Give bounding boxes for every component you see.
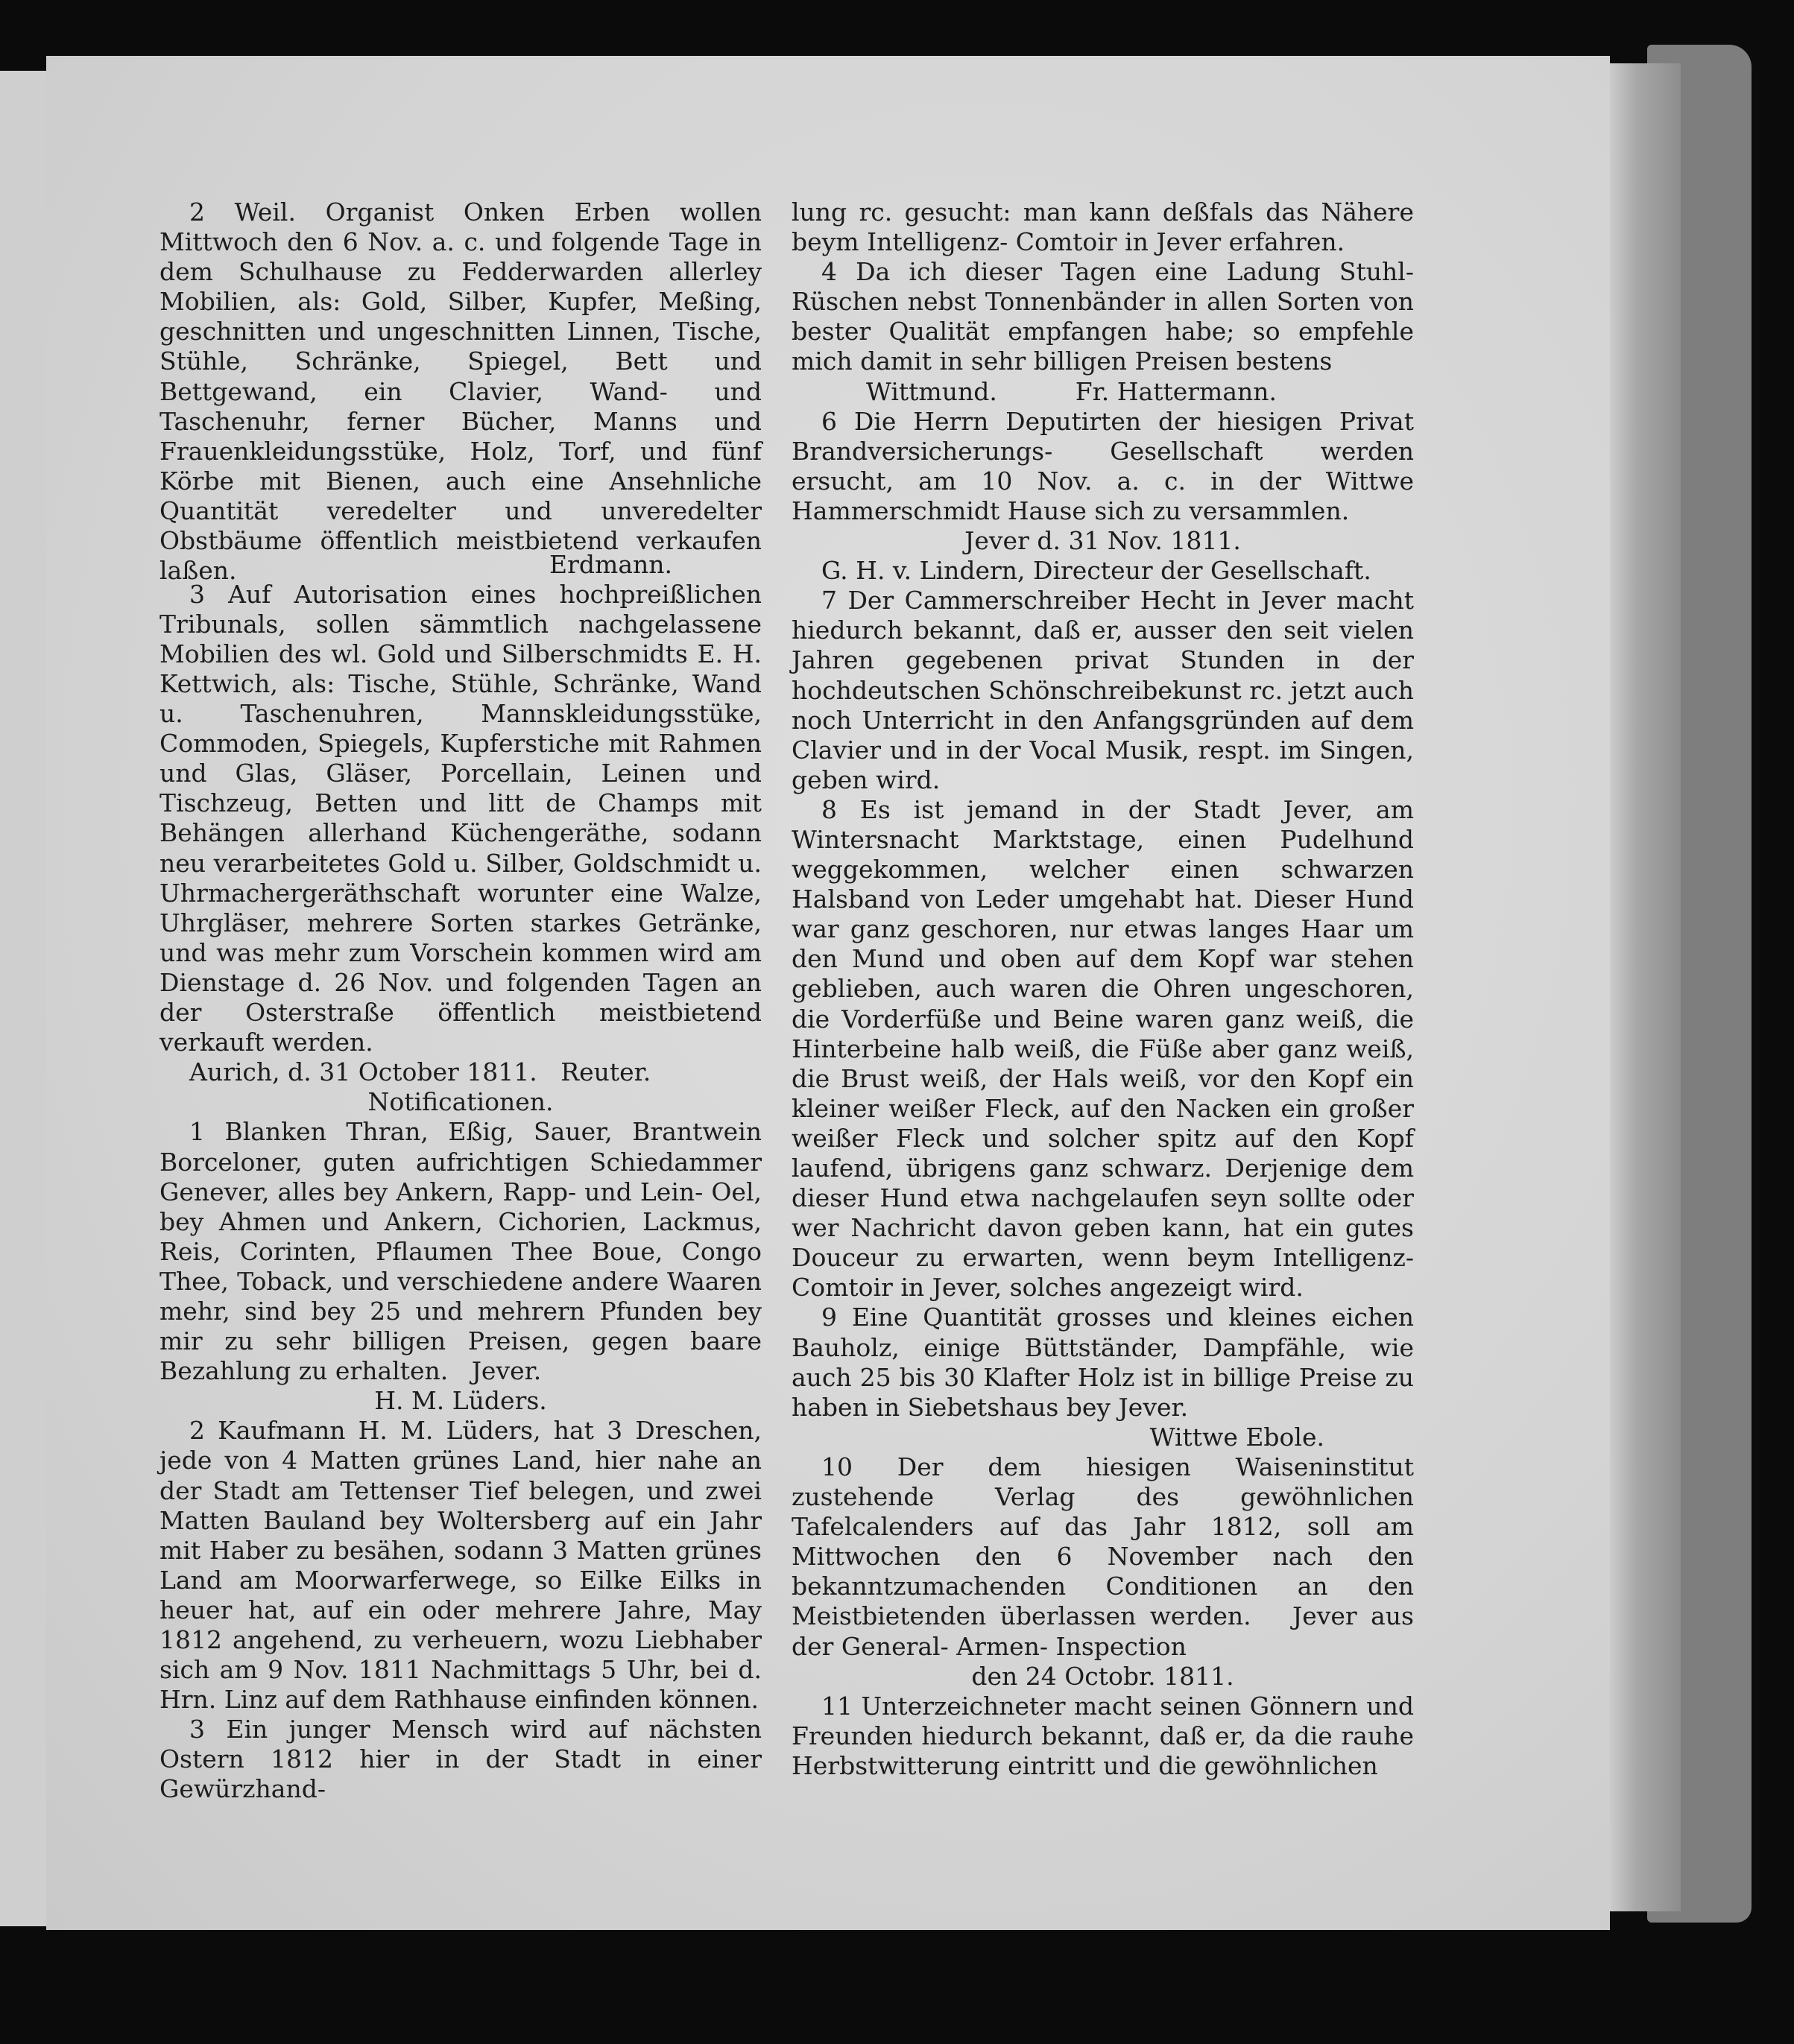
notification-9-signature: Wittwe Ebole. xyxy=(1149,1422,1324,1452)
notice-3-signature: Aurich, d. 31 October 1811. Reuter. xyxy=(189,1057,651,1087)
notification-6: 6 Die Herrn Deputirten der hiesigen Privat Brandversicherungs- Gesellschaft werden ersucht, am 10 Nov. a. c. in der Wittwe Hammerschmidt Hause sich zu versammlen. xyxy=(792,406,1422,525)
notification-1: 1 Blanken Thran, Eßig, Sauer, Brantwein Borceloner, guten aufrichtigen Schiedammer Genever, alles bey Ankern, Rapp- und Lein- Oel, bey Ahmen und Ankern, Cichorien, Lackmus, Reis, Corinten, Pflaumen Thee Boue, Congo Thee, Toback, und verschiedene andere Waaren mehr, sind bey 25 und mehrern Pfunden bey mir zu sehr billigen Preisen, gegen baare Bezahlung zu erhalten. Jever. xyxy=(159,1117,770,1386)
notification-2: 2 Kaufmann H. M. Lüders, hat 3 Dreschen, jede von 4 Matten grünes Land, hier nahe an der Stadt am Tettenser Tief belegen, und zwei Matten Bauland bey Woltersberg auf ein Jahr mit Haber zu besähen, sodann 3 Matten grünes Land am Moorwarferwege, so Eilke Eilks in heuer hat, auf ein oder mehrere Jahre, May 1812 angehend, zu verheuern, wozu Liebhaber sich am 9 Nov. 1811 Nachmittags 5 Uhr, bei d. Hrn. Linz auf dem Rathhause einfinden können. xyxy=(159,1416,770,1715)
notice-2-signature: Erdmann. xyxy=(549,549,672,579)
notification-9: 9 Eine Quantität grosses und kleines eichen Bauholz, einige Büttständer, Dampfähle, wie auch 25 bis 30 Klafter Holz ist in billige Preise zu haben in Siebetshaus bey Jever. xyxy=(792,1303,1422,1422)
notice-3-auction: 3 Auf Autorisation eines hochpreißlichen Tribunals, sollen sämmtlich nachgelassene Mobilien des wl. Gold und Silberschmidts E. H. Kettwich, als: Tische, Stühle, Schränke, Wand u. Taschenuhren, Mannskleidungsstüke, Commoden, Spiegels, Kupferstiche mit Rahmen und Glas, Gläser, Porcellain, Leinen und Tischzeug, Betten und litt de Champs mit Behängen allerhand Küchengeräthe, sodann neu verarbeitetes Gold u. Silber, Goldschmidt u. Uhrmachergeräthschaft worunter eine Walze, Uhrgläser, mehrere Sorten starkes Getränke, und was mehr zum Vorschein kommen wird am Dienstage d. 26 Nov. und folgenden Tagen an der Osterstraße öffentlich meistbietend verkauft werden. xyxy=(159,579,770,1057)
notification-6-date: Jever d. 31 Nov. 1811. xyxy=(964,526,1241,556)
notification-3: 3 Ein junger Mensch wird auf nächsten Ostern 1812 hier in der Stadt in einer Gewürzhand- xyxy=(159,1715,770,1804)
notification-10: 10 Der dem hiesigen Waiseninstitut zustehende Verlag des gewöhnlichen Tafelcalenders auf das Jahr 1812, soll am Mittwochen den 6 November nach den bekanntzumachenden Conditionen an den Meistbietenden überlassen werden. Jever aus der General- Armen- Inspection xyxy=(792,1452,1422,1661)
left-column xyxy=(159,197,770,1805)
notification-8: 8 Es ist jemand in der Stadt Jever, am Wintersnacht Marktstage, einen Pudelhund weggekommen, welcher einen schwarzen Halsband von Leder umgehabt hat. Dieser Hund war ganz geschoren, nur etwas langes Haar um den Mund und oben auf dem Kopf war stehen geblieben, auch waren die Ohren ungeschoren, die Vorderfüße und Beine waren ganz weiß, die Hinterbeine halb weiß, die Füße aber ganz weiß, die Brust weiß, der Hals weiß, vor den Kopf ein kleiner weißer Fleck, auf den Nacken ein großer weißer Fleck und solcher spitz auf den Kopf laufend, übrigens ganz schwarz. Derjenige dem dieser Hund etwa nachgelaufen seyn sollte oder wer Nachricht davon geben kann, hat ein gutes Douceur zu erwarten, wenn beym Intelligenz- Comtoir in Jever, solches angezeigt wird. xyxy=(792,794,1422,1303)
notification-4-signature: Wittmund. Fr. Hattermann. xyxy=(866,376,1277,406)
section-heading: Notificationen. xyxy=(367,1087,554,1117)
notification-1-signature: H. M. Lüders. xyxy=(374,1386,547,1416)
notification-4: 4 Da ich dieser Tagen eine Ladung Stuhl- Rüschen nebst Tonnenbänder in allen Sorten von bester Qualität empfangen habe; so empfehle mich damit in sehr billigen Preisen bestens xyxy=(792,257,1422,376)
notification-11: 11 Unterzeichneter macht seinen Gönnern und Freunden hiedurch bekannt, daß er, da die rauhe Herbstwitterung eintritt und die gewöhnlichen xyxy=(792,1691,1422,1780)
notification-7: 7 Der Cammerschreiber Hecht in Jever macht hiedurch bekannt, daß er, ausser den seit vielen Jahren gegebenen privat Stunden in der hochdeutschen Schönschreibekunst rc. jetzt auch noch Unterricht in den Anfangsgründen auf dem Clavier und in der Vocal Musik, respt. im Singen, geben wird. xyxy=(792,586,1422,794)
newspaper-page xyxy=(46,56,1610,1930)
notice-2-auction: 2 Weil. Organist Onken Erben wollen Mittwoch den 6 Nov. a. c. und folgende Tage in dem Schulhause zu Fedderwarden allerley Mobilien, als: Gold, Silber, Kupfer, Meßing, geschnitten und ungeschnitten Linnen, Tische, Stühle, Schränke, Spiegel, Bett und Bettgewand, ein Clavier, Wand- und Taschenuhr, ferner Bücher, Manns und Frauenkleidungsstüke, Holz, Torf, und fünf Körbe mit Bienen, auch eine Ansehnliche Quantität veredelter und unveredelter Obstbäume öffentlich meistbietend verkaufen laßen. xyxy=(159,197,770,586)
notification-6-signature: G. H. v. Lindern, Directeur der Gesellschaft. xyxy=(821,556,1371,586)
right-column xyxy=(792,197,1422,1781)
left-page-edge xyxy=(0,71,48,1926)
notification-3-continued: lung rc. gesucht: man kann deßfals das Nähere beym Intelligenz- Comtoir in Jever erfahren. xyxy=(792,197,1422,257)
notification-10-date: den 24 Octobr. 1811. xyxy=(971,1661,1234,1691)
